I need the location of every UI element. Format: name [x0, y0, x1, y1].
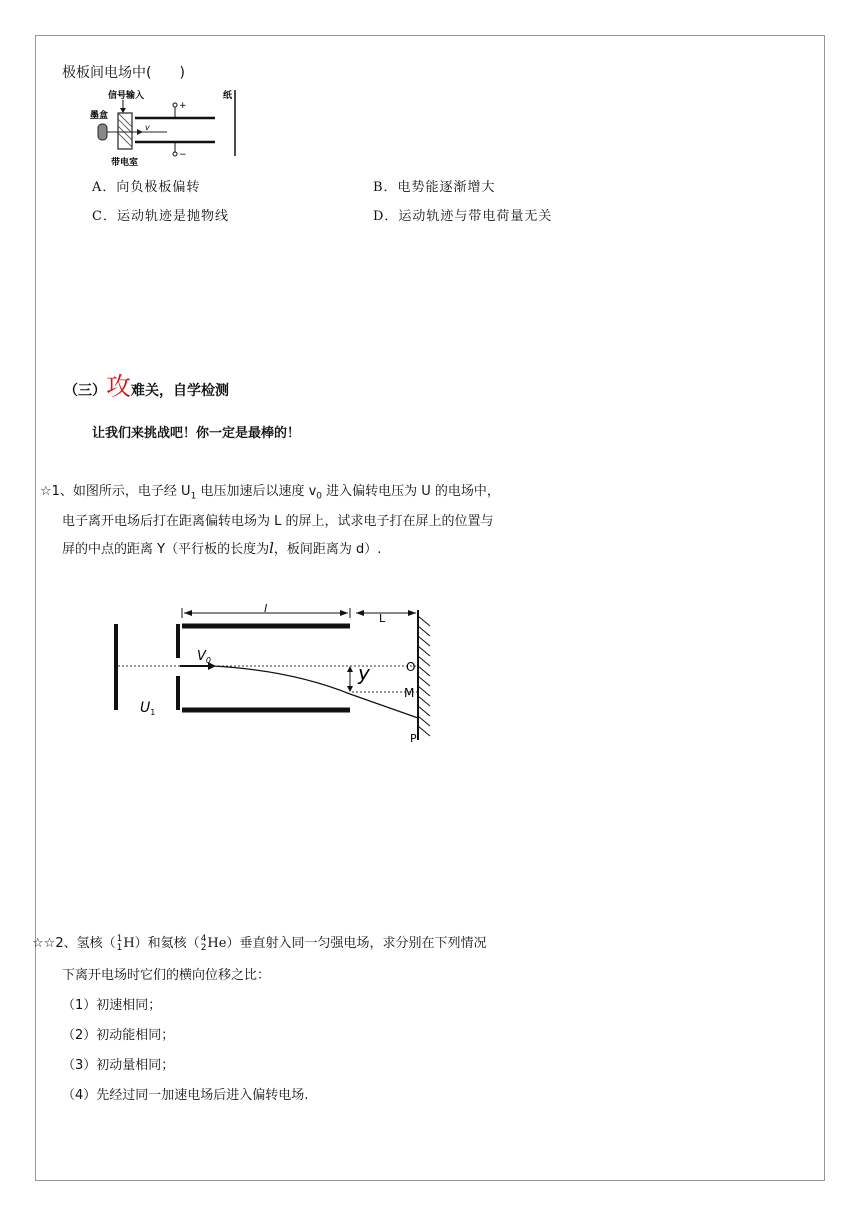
ink-box: [98, 124, 107, 140]
v0-label: $V_0$: [197, 649, 211, 665]
deflection-diagram: [100, 600, 440, 750]
signal-input-label: 信号输入: [108, 91, 145, 101]
u1-label: $U_1$: [140, 700, 156, 717]
q1-text-c: 进入偏转电压为 U 的电场中，: [322, 484, 500, 499]
option-d[interactable]: D．运动轨迹与带电荷量无关: [373, 209, 553, 224]
q1-text-b: 电压加速后以速度 v: [196, 484, 317, 499]
velocity-label: v: [145, 123, 150, 132]
point-o-label: O: [406, 660, 416, 674]
point-p-label: P: [410, 732, 417, 745]
option-a[interactable]: A．向负极板偏转: [92, 180, 201, 195]
star-icon: ☆☆: [32, 936, 56, 951]
plate-length-symbol: l: [269, 539, 274, 557]
option-b[interactable]: B．电势能逐渐增大: [373, 180, 496, 195]
q2-text-b: ）和氦核（: [134, 936, 200, 951]
ink-box-label: 墨盒: [90, 111, 109, 121]
star-icon: ☆: [40, 484, 52, 499]
plus-label: +: [179, 101, 187, 111]
screen-distance-label: L: [379, 612, 386, 625]
y-label: y: [358, 661, 370, 685]
q2-text-a: 2、氢核（: [55, 936, 116, 951]
minus-label: −: [179, 150, 187, 160]
q1-line2: 电子离开电场后打在距离偏转电场为 L 的屏上，试求电子打在屏上的位置与: [62, 514, 494, 529]
section-prefix: （三）: [64, 383, 106, 399]
section-suffix: 难关，自学检测: [131, 383, 230, 399]
q1-sub-u1: 1: [190, 491, 197, 502]
q2-item: （1）初速相同；: [62, 998, 162, 1013]
question-intro: 极板间电场中( ): [62, 65, 185, 81]
q1-text-3b: ，板间距离为 d）.: [273, 542, 382, 557]
paper-label: 纸: [223, 91, 233, 101]
q2-item: （3）初动量相同；: [62, 1058, 175, 1073]
q2-item: （2）初动能相同；: [62, 1028, 175, 1043]
q2-line1: [32, 932, 486, 953]
hydrogen-nuclide: 1 1: [116, 933, 123, 953]
plate-length-label: l: [264, 602, 268, 615]
hydrogen-symbol: H: [123, 936, 135, 951]
q1-line3: [62, 538, 381, 557]
charge-room-label: 带电室: [111, 158, 139, 168]
q2-item: （4）先经过同一加速电场后进入偏转电场.: [62, 1088, 309, 1103]
inkjet-diagram: [85, 86, 245, 168]
q1-line1: [40, 480, 500, 502]
q2-text-c: ）垂直射入同一匀强电场，求分别在下列情况: [226, 936, 487, 951]
section-subtitle: 让我们来挑战吧！你一定是最棒的！: [92, 426, 301, 441]
helium-nuclide: 4 2: [200, 933, 207, 953]
q1-text-a: 1、如图所示，电子经 U: [51, 484, 191, 499]
point-m-label: M: [404, 686, 415, 700]
section-heading: [64, 372, 229, 406]
q1-sub-v0: 0: [316, 491, 323, 502]
q2-line2: 下离开电场时它们的横向位移之比：: [62, 968, 271, 983]
helium-symbol: He: [207, 936, 227, 951]
q1-text-3a: 屏的中点的距离 Y（平行板的长度为: [62, 542, 270, 557]
option-c[interactable]: C．运动轨迹是抛物线: [92, 209, 229, 224]
section-highlight: 攻: [106, 372, 132, 401]
